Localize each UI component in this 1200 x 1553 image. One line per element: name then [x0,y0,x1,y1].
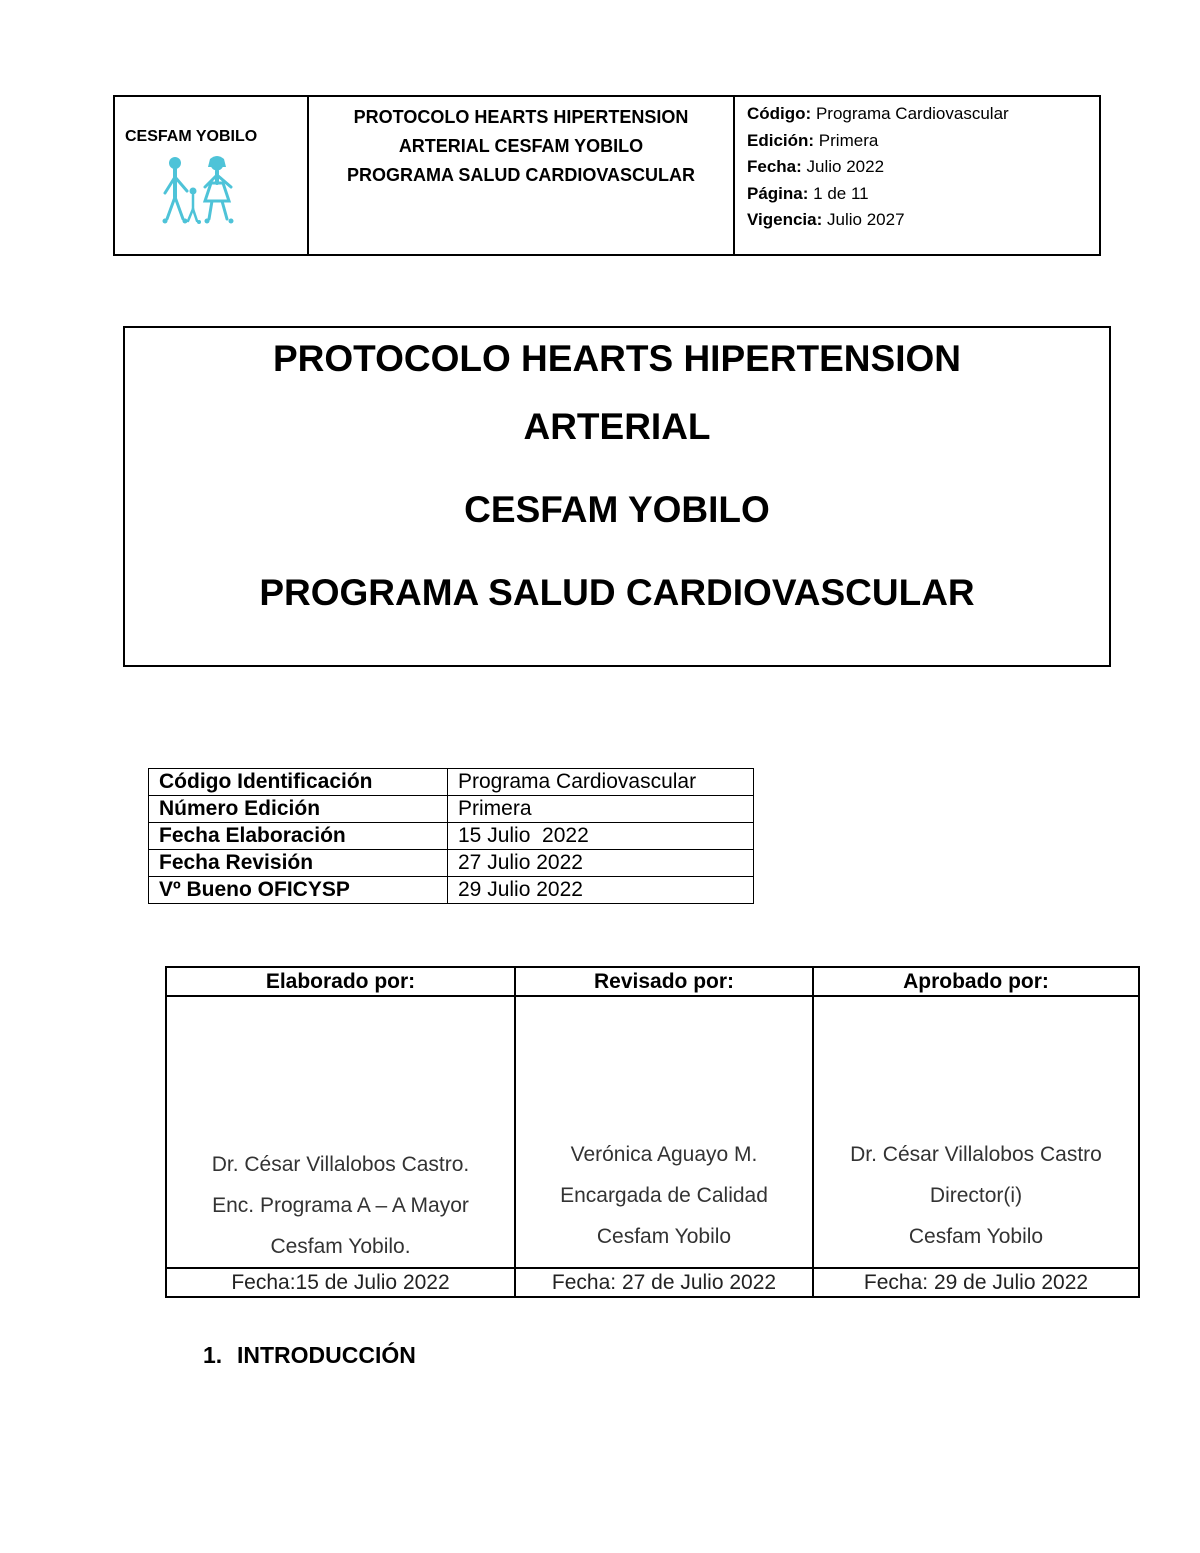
signer-line: Cesfam Yobilo [908,1225,1044,1248]
table-row [166,1268,1139,1297]
table-row [166,967,1139,996]
document-title-box [123,326,1111,667]
section-heading [203,1342,416,1369]
header-title-line: PROGRAMA SALUD CARDIOVASCULAR [347,165,695,185]
header-elaborado: Elaborado por: [166,967,515,996]
signature-aprobado [813,996,1139,1268]
table-row [149,823,754,850]
header-logo-cell [115,97,309,254]
meta-edition: Edición: Primera [747,130,879,150]
id-label: Código Identificación [149,769,448,796]
signer-line: Cesfam Yobilo. [270,1235,411,1258]
meta-code: Código: Programa Cardiovascular [747,104,1009,123]
table-row [166,996,1139,1268]
header-revisado: Revisado por: [515,967,813,996]
identification-table [148,768,754,904]
section-title: INTRODUCCIÓN [237,1342,416,1368]
signer-line: Dr. César Villalobos Castro [850,1143,1102,1166]
header-title-line: ARTERIAL CESFAM YOBILO [398,136,644,156]
document-header [113,95,1101,256]
org-name: CESFAM YOBILO [125,128,258,145]
date-revisado: Fecha: 27 de Julio 2022 [515,1268,813,1297]
title-line: PROTOCOLO HEARTS HIPERTENSION [273,338,961,379]
table-row [149,796,754,823]
header-aprobado: Aprobado por: [813,967,1139,996]
header-meta-cell [735,97,1099,254]
signer-line: Verónica Aguayo M. [570,1143,758,1166]
approval-signatures-table [165,966,1140,1298]
id-value: 27 Julio 2022 [448,850,754,877]
meta-validity: Vigencia: Julio 2027 [747,210,905,229]
meta-page: Página: 1 de 11 [747,183,869,203]
section-number: 1. [203,1342,223,1368]
signer-line: Encargada de Calidad [560,1184,768,1207]
id-value: Programa Cardiovascular [448,769,754,796]
signer-line: Cesfam Yobilo [596,1225,732,1248]
id-value: 29 Julio 2022 [448,877,754,904]
signature-revisado [515,996,813,1268]
header-title-cell [309,97,735,254]
cesfam-family-logo-icon [161,155,241,225]
id-value: Primera [448,796,754,823]
meta-date: Fecha: Julio 2022 [747,157,885,176]
signer-line: Dr. César Villalobos Castro. [211,1153,470,1176]
signer-line: Enc. Programa A – A Mayor [212,1194,469,1217]
id-label: Fecha Elaboración [149,823,448,850]
date-aprobado: Fecha: 29 de Julio 2022 [813,1268,1139,1297]
table-row [149,850,754,877]
signature-elaborado [166,996,515,1268]
date-elaborado: Fecha:15 de Julio 2022 [166,1268,515,1297]
title-line: ARTERIAL [523,406,711,447]
header-title-line: PROTOCOLO HEARTS HIPERTENSION [353,107,689,127]
table-row [149,769,754,796]
id-value: 15 Julio 2022 [448,823,754,850]
title-line: CESFAM YOBILO [464,489,770,530]
title-line: PROGRAMA SALUD CARDIOVASCULAR [259,572,975,613]
id-label: Número Edición [149,796,448,823]
signer-line: Director(i) [929,1184,1023,1207]
id-label: Vº Bueno OFICYSP [149,877,448,904]
table-row [149,877,754,904]
id-label: Fecha Revisión [149,850,448,877]
